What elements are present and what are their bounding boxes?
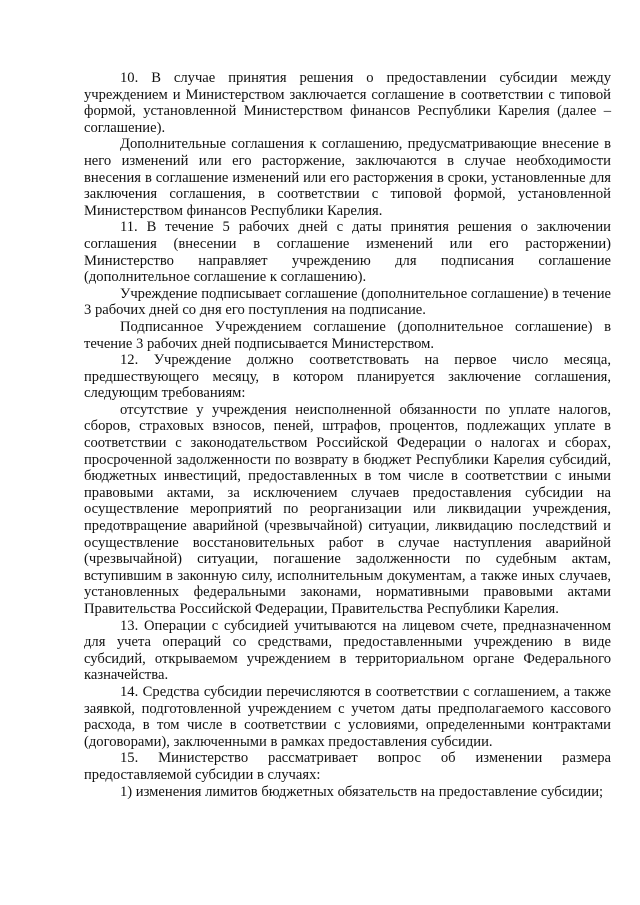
document-page	[84, 70, 611, 800]
paragraph-13: 13. Операции с субсидией учитываются на лицевом счете, предназначенном для учета операций со средствами, предоставленными учреждению в виде субсидий, открываемом учреждением в территориальном органе Федерального казначейства.	[84, 617, 611, 684]
paragraph-11: 11. В течение 5 рабочих дней с даты принятия решения о заключении соглашения (внесении в соглашение изменений или его расторжении) Министерство направляет учреждению для подписания соглашение (дополнительное соглашение к соглашению).	[84, 219, 611, 286]
paragraph-10: 10. В случае принятия решения о предоставлении субсидии между учреждением и Министерством заключается соглашение в соответствии с типовой формой, установленной Министерством финансов Республики Карелия (далее – соглашение).	[84, 70, 611, 136]
paragraph-15-item-1: 1) изменения лимитов бюджетных обязательств на предоставление субсидии;	[120, 783, 604, 800]
paragraph-ministry-signs: Подписанное Учреждением соглашение (дополнительное соглашение) в течение 3 рабочих дней подписывается Министерством.	[84, 318, 611, 352]
paragraph-requirements: отсутствие у учреждения неисполненной обязанности по уплате налогов, сборов, страховых взносов, пеней, штрафов, процентов, подлежащих уплате в соответствии с законодательством Российской Федерации о налогах и сборах, просроченной задолженности по возврату в бюджет Республики Карелия субсидий, бюджетных инвестиций, предоставленных в том числе в соответствии с иными правовыми актами, за исключением случаев предоставления субсидии на осуществление мероприятий по реорганизации или ликвидации учреждения, предотвращение аварийной (чрезвычайной) ситуации, ликвидацию последствий и осуществление восстановительных работ в случае наступления аварийной (чрезвычайной) ситуации, погашение задолженности по судебным актам, вступившим в законную силу, исполнительным документам, а также иных случаев, установленных федеральными законами, нормативными правовыми актами Правительства Российской Федерации, Правительства Республики Карелия.	[84, 401, 611, 617]
paragraph-12: 12. Учреждение должно соответствовать на первое число месяца, предшествующего месяцу, в котором планируется заключение соглашения, следующим требованиям:	[84, 352, 611, 402]
paragraph-institution-signs: Учреждение подписывает соглашение (дополнительное соглашение) в течение 3 рабочих дней со дня его поступления на подписание.	[84, 285, 611, 319]
paragraph-15: 15. Министерство рассматривает вопрос об изменении размера предоставляемой субсидии в случаях:	[84, 750, 611, 783]
paragraph-14: 14. Средства субсидии перечисляются в соответствии с соглашением, а также заявкой, подготовленной учреждением с учетом даты предполагаемого кассового расхода, в том числе в соответствии с условиями, определенными контрактами (договорами), заключенными в рамках предоставления субсидии.	[84, 683, 611, 750]
paragraph-additional-agreements: Дополнительные соглашения к соглашению, предусматривающие внесение в него изменений или его расторжение, заключаются в случае необходимости внесения в соглашение изменений или его расторжения в сроки, установленные для заключения соглашения, в соответствии с типовой формой, установленной Министерством финансов Республики Карелия.	[84, 136, 611, 219]
